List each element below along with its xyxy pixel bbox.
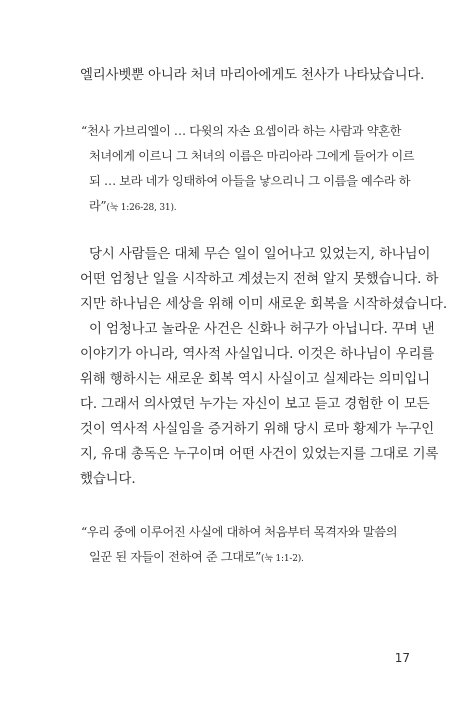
body-line: 이 엄청나고 놀라운 사건은 신화나 허구가 아닙니다. 꾸며 낸 — [89, 322, 435, 337]
body-line: 어떤 엄청난 일을 시작하고 계셨는지 전혀 알지 못했습니다. 하 — [80, 272, 439, 287]
body-line: 위해 행하시는 새로운 회복 역시 사실이고 실제라는 의미입니 — [80, 372, 430, 387]
body-line: 당시 사람들은 대체 무슨 일이 일어나고 있었는지, 하나님이 — [89, 247, 431, 262]
body-line: 것이 역사적 사실임을 증거하기 위해 당시 로마 황제가 누구인 — [80, 422, 435, 437]
intro-line: 엘리사벳뿐 아니라 처녀 마리아에게도 천사가 나타났습니다. — [80, 68, 425, 83]
quote2-line: “우리 중에 이루어진 사실에 대하여 처음부터 목격자와 말씀의 — [81, 525, 398, 539]
body-line: 이야기가 아니라, 역사적 사실입니다. 이것은 하나님이 우리를 — [80, 347, 435, 362]
quote1-line: 처녀에게 이르니 그 처녀의 이름은 마리아라 그에게 들어가 이르 — [89, 149, 415, 163]
quote2-citation: (눅 1:1-2). — [261, 554, 304, 564]
quote1-last-line — [89, 197, 176, 217]
body-line: 했습니다. — [80, 472, 136, 487]
quote1-line: 되 … 보라 네가 잉태하여 아들을 낳으리니 그 이름을 예수라 하 — [89, 174, 411, 188]
page-number: 17 — [394, 651, 410, 665]
body-line: 지, 유대 총독은 누구이며 어떤 사건이 있었는지를 그대로 기록 — [80, 447, 439, 462]
quote2-line: 일꾼 된 자들이 전하여 준 그대로” — [89, 550, 262, 564]
quote1-line: “천사 가브리엘이 … 다윗의 자손 요셉이라 하는 사람과 약혼한 — [81, 124, 402, 138]
quote1-line: 라” — [89, 199, 107, 213]
body-line: 다. 그래서 의사였던 누가는 자신이 보고 듣고 경험한 이 모든 — [80, 397, 430, 412]
body-line: 지만 하나님은 세상을 위해 이미 새로운 회복을 시작하셨습니다. — [80, 297, 447, 312]
quote1-citation: (눅 1:26-28, 31). — [106, 203, 177, 213]
quote2-last-line — [89, 548, 304, 568]
